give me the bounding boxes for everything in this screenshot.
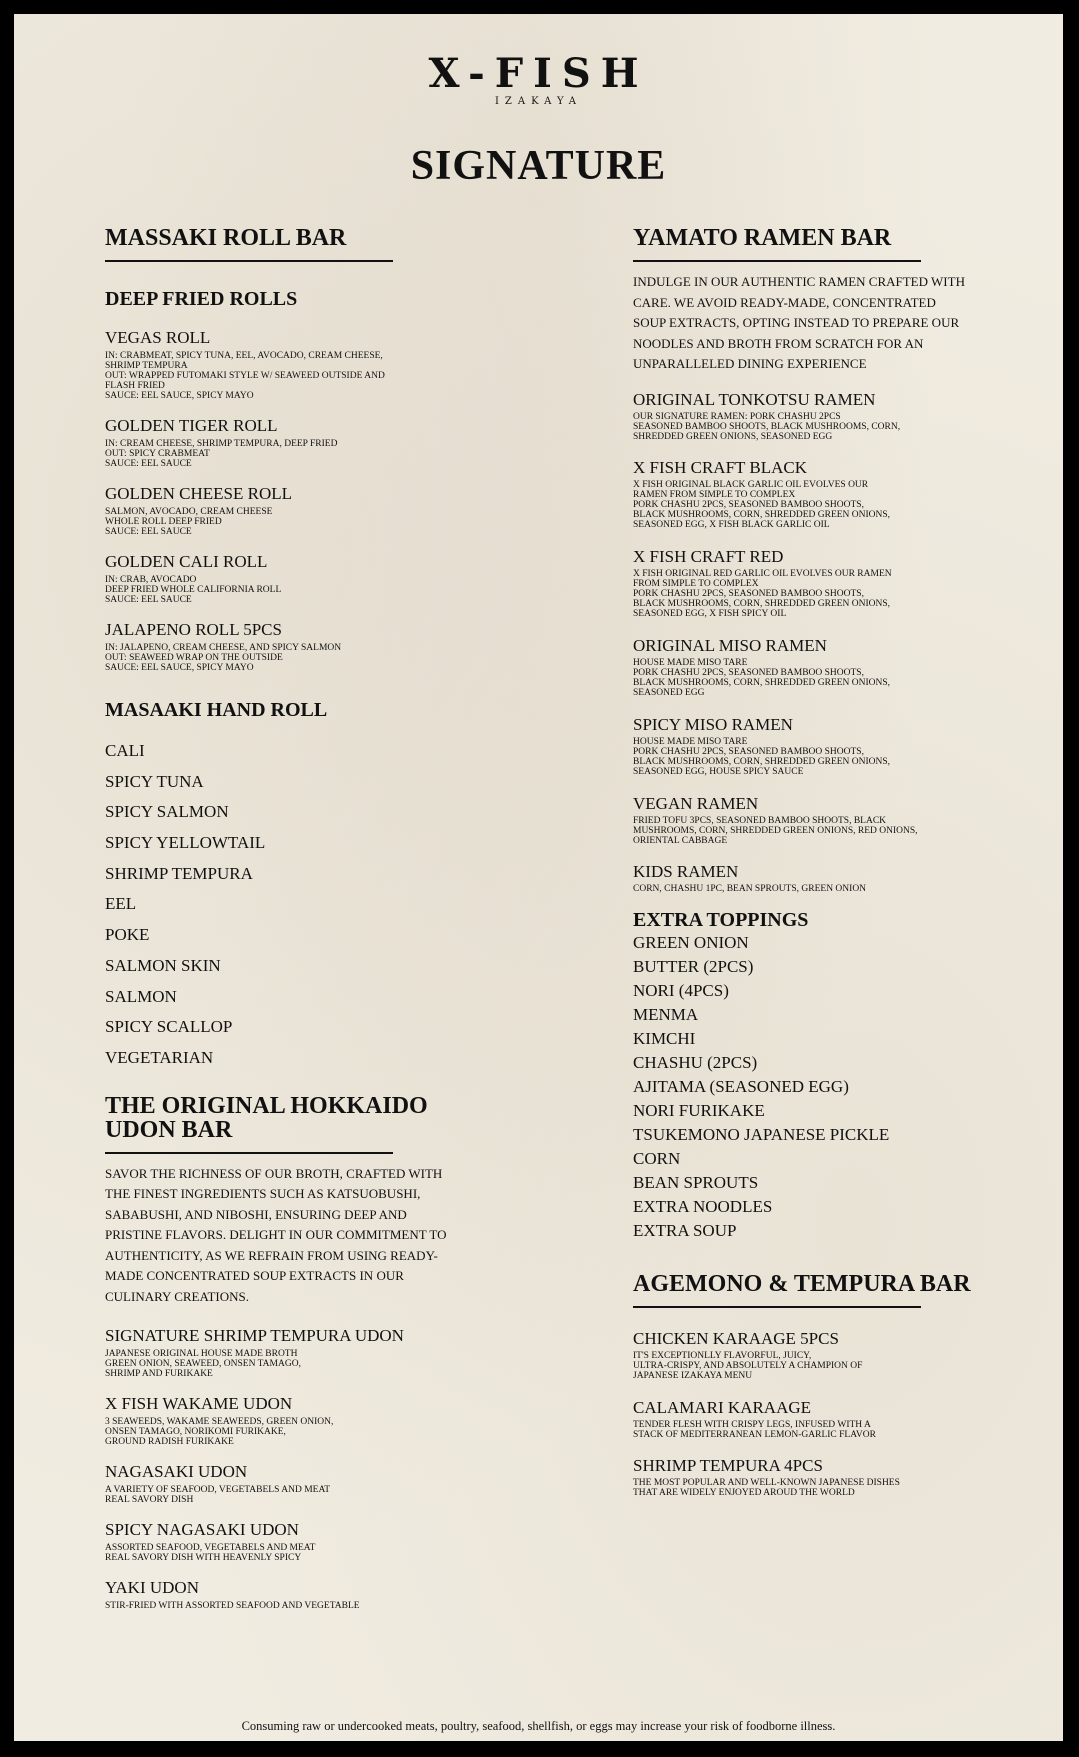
menu-item xyxy=(105,329,505,417)
list-item: CORN xyxy=(633,1148,681,1168)
hand-roll-title: MASAAKI HAND ROLL xyxy=(105,699,328,721)
roll-bar-section xyxy=(105,226,505,1080)
item-desc: IN: CRABMEAT, SPICY TUNA, EEL, AVOCADO, CREAM CHEESE, SHRIMP TEMPURA OUT: WRAPPED FUTOMAKI STYLE W/ SEAWEED OUTSIDE AND FLASH FRIED SAUCE: EEL SAUCE, SPICY MAYO xyxy=(105,350,385,401)
item-desc: THE MOST POPULAR AND WELL-KNOWN JAPANESE DISHES THAT ARE WIDELY ENJOYED AROUD THE WORLD xyxy=(633,1478,900,1499)
divider xyxy=(633,260,921,262)
menu-item xyxy=(633,391,1033,459)
menu-item xyxy=(633,459,1033,548)
item-name: VEGAS ROLL xyxy=(105,328,211,347)
menu-item xyxy=(633,716,1033,795)
list-item: CALI xyxy=(105,741,145,760)
agemono-list xyxy=(633,1330,1033,1507)
ramen-intro: INDULGE IN OUR AUTHENTIC RAMEN CRAFTED WITH CARE. WE AVOID READY-MADE, CONCENTRATED SOUP EXTRACTS, OPTING INSTEAD TO PREPARE OUR NOODLES AND BROTH FROM SCRATCH FOR AN UNPARALLELED DINING EXPERIENCE xyxy=(633,274,965,371)
hand-roll-list xyxy=(105,742,505,1080)
item-desc: SALMON, AVOCADO, CREAM CHEESE WHOLE ROLL DEEP FRIED SAUCE: EEL SAUCE xyxy=(105,506,273,537)
agemono-title: AGEMONO & TEMPURA BAR xyxy=(633,1270,971,1297)
menu-item xyxy=(633,548,1033,637)
list-item: SPICY YELLOWTAIL xyxy=(105,833,266,853)
menu-item xyxy=(105,1395,505,1463)
list-item: BUTTER (2PCS) xyxy=(633,956,754,976)
list-item: NORI FURIKAKE xyxy=(633,1100,765,1120)
list-item: EEL xyxy=(105,894,137,914)
item-name: KIDS RAMEN xyxy=(633,861,739,881)
menu-item xyxy=(105,621,505,691)
list-item: AJITAMA (SEASONED EGG) xyxy=(633,1076,849,1096)
left-column xyxy=(105,226,505,1619)
menu-item xyxy=(105,1327,505,1395)
list-item: SPICY SCALLOP xyxy=(105,1017,233,1037)
agemono-section xyxy=(633,1272,1033,1507)
item-name: GOLDEN TIGER ROLL xyxy=(105,416,278,435)
toppings-title: EXTRA TOPPINGS xyxy=(633,908,809,931)
item-name: CALAMARI KARAAGE xyxy=(633,1397,812,1417)
list-item: SALMON SKIN xyxy=(105,955,221,975)
item-desc: ASSORTED SEAFOOD, VEGETABELS AND MEAT REAL SAVORY DISH WITH HEAVENLY SPICY xyxy=(105,1542,316,1563)
deep-fried-title: DEEP FRIED ROLLS xyxy=(105,288,298,310)
list-item: TSUKEMONO JAPANESE PICKLE xyxy=(633,1124,890,1144)
list-item: NORI (4PCS) xyxy=(633,980,729,1000)
udon-bar-section xyxy=(105,1094,505,1620)
item-desc: HOUSE MADE MISO TARE PORK CHASHU 2PCS, SEASONED BAMBOO SHOOTS, BLACK MUSHROOMS, CORN, SHREDDED GREEN ONIONS, SEASONED EGG, HOUSE SPICY SAUCE xyxy=(633,737,891,778)
menu-item xyxy=(633,1457,1033,1507)
list-item: CHASHU (2PCS) xyxy=(633,1052,758,1072)
item-desc: IN: JALAPENO, CREAM CHEESE, AND SPICY SALMON OUT: SEAWEED WRAP ON THE OUTSIDE SAUCE: EEL SAUCE, SPICY MAYO xyxy=(105,642,342,673)
menu-item xyxy=(105,1463,505,1521)
page-title: SIGNATURE xyxy=(410,143,667,189)
list-item: MENMA xyxy=(633,1004,699,1024)
item-name: CHICKEN KARAAGE 5PCS xyxy=(633,1328,839,1348)
udon-bar-title: THE ORIGINAL HOKKAIDO UDON BAR xyxy=(105,1092,428,1143)
item-name: X FISH CRAFT BLACK xyxy=(633,457,807,477)
toppings-section xyxy=(633,909,1033,1246)
item-desc: FRIED TOFU 3PCS, SEASONED BAMBOO SHOOTS, BLACK MUSHROOMS, CORN, SHREDDED GREEN ONIONS, RED ONIONS, ORIENTAL CABBAGE xyxy=(633,816,918,847)
right-column xyxy=(633,226,1033,1507)
list-item: POKE xyxy=(105,925,150,945)
item-name: SIGNATURE SHRIMP TEMPURA UDON xyxy=(105,1326,404,1346)
list-item: EXTRA NOODLES xyxy=(633,1196,773,1216)
ramen-bar-section xyxy=(633,226,1033,909)
item-name: ORIGINAL MISO RAMEN xyxy=(633,635,827,655)
list-item: KIMCHI xyxy=(633,1028,696,1048)
list-item: SALMON xyxy=(105,986,177,1006)
item-desc: A VARIETY OF SEAFOOD, VEGETABELS AND MEAT REAL SAVORY DISH xyxy=(105,1484,331,1505)
item-name: X FISH CRAFT RED xyxy=(633,546,784,566)
toppings-list xyxy=(633,934,1033,1246)
item-desc: X FISH ORIGINAL RED GARLIC OIL EVOLVES OUR RAMEN FROM SIMPLE TO COMPLEX PORK CHASHU 2PCS, SEASONED BAMBOO SHOOTS, BLACK MUSHROOMS, CORN, SHREDDED GREEN ONIONS, SEASONED EGG, X FISH SPICY OIL xyxy=(633,569,892,620)
logo-subtitle: IZAKAYA xyxy=(494,96,583,107)
item-desc: IN: CREAM CHEESE, SHRIMP TEMPURA, DEEP FRIED OUT: SPICY CRABMEAT SAUCE: EEL SAUCE xyxy=(105,438,338,469)
item-desc: HOUSE MADE MISO TARE PORK CHASHU 2PCS, SEASONED BAMBOO SHOOTS, BLACK MUSHROOMS, CORN, SHREDDED GREEN ONIONS, SEASONED EGG xyxy=(633,658,891,699)
menu-item xyxy=(105,553,505,621)
item-desc: TENDER FLESH WITH CRISPY LEGS, INFUSED WITH A STACK OF MEDITERRANEAN LEMON-GARLIC FLAVOR xyxy=(633,1420,876,1441)
list-item: VEGETARIAN xyxy=(105,1047,214,1067)
menu-item xyxy=(633,1330,1033,1399)
menu-item xyxy=(633,863,1033,909)
item-name: GOLDEN CHEESE ROLL xyxy=(105,484,292,503)
menu-item xyxy=(633,637,1033,716)
udon-intro: SAVOR THE RICHNESS OF OUR BROTH, CRAFTED WITH THE FINEST INGREDIENTS SUCH AS KATSUOBUSHI, SABABUSHI, AND NIBOSHI, ENSURING DEEP AND PRISTINE FLAVORS. DELIGHT IN OUR COMMITMENT TO AUTHENTICITY, AS WE REFRAIN FROM USING READY- MADE CONCENTRATED SOUP EXTRACTS IN OUR CULINARY CREATIONS. xyxy=(105,1165,447,1304)
divider xyxy=(105,260,393,262)
ramen-list xyxy=(633,391,1033,909)
list-item: GREEN ONION xyxy=(633,932,749,952)
menu-item xyxy=(633,795,1033,863)
item-desc: STIR-FRIED WITH ASSORTED SEAFOOD AND VEGETABLE xyxy=(105,1600,360,1611)
item-name: ORIGINAL TONKOTSU RAMEN xyxy=(633,389,876,409)
menu-page xyxy=(14,14,1063,1741)
item-desc: IT'S EXCEPTIONLLY FLAVORFUL, JUICY, ULTRA-CRISPY, AND ABSOLUTELY A CHAMPION OF JAPANESE IZAKAYA MENU xyxy=(633,1351,863,1382)
roll-bar-title: MASSAKI ROLL BAR xyxy=(105,225,347,251)
item-desc: JAPANESE ORIGINAL HOUSE MADE BROTH GREEN ONION, SEAWEED, ONSEN TAMAGO, SHRIMP AND FURIKAKE xyxy=(105,1348,301,1379)
divider xyxy=(105,1152,393,1154)
item-name: VEGAN RAMEN xyxy=(633,793,759,813)
item-desc: CORN, CHASHU 1PC, BEAN SPROUTS, GREEN ONION xyxy=(633,884,867,895)
list-item: EXTRA SOUP xyxy=(633,1220,737,1240)
menu-item xyxy=(633,1399,1033,1457)
menu-item xyxy=(105,1579,505,1619)
udon-list xyxy=(105,1327,505,1619)
item-name: X FISH WAKAME UDON xyxy=(105,1394,293,1414)
logo-mark: X-FISH xyxy=(428,50,649,97)
item-desc: IN: CRAB, AVOCADO DEEP FRIED WHOLE CALIFORNIA ROLL SAUCE: EEL SAUCE xyxy=(105,574,282,605)
item-name: SPICY MISO RAMEN xyxy=(633,714,793,734)
menu-item xyxy=(105,417,505,485)
item-name: SPICY NAGASAKI UDON xyxy=(105,1520,299,1540)
item-name: NAGASAKI UDON xyxy=(105,1462,248,1482)
footer-disclaimer: Consuming raw or undercooked meats, poultry, seafood, shellfish, or eggs may increase your risk of foodborne illness. xyxy=(241,1719,836,1733)
list-item: BEAN SPROUTS xyxy=(633,1172,759,1192)
divider xyxy=(633,1306,921,1308)
item-name: SHRIMP TEMPURA 4PCS xyxy=(633,1455,823,1475)
menu-item xyxy=(105,1521,505,1579)
item-name: YAKI UDON xyxy=(105,1578,199,1598)
item-name: JALAPENO ROLL 5PCS xyxy=(105,620,282,639)
logo xyxy=(14,50,1063,107)
deep-fried-list xyxy=(105,329,505,691)
list-item: SPICY SALMON xyxy=(105,802,229,822)
item-name: GOLDEN CALI ROLL xyxy=(105,552,268,571)
item-desc: X FISH ORIGINAL BLACK GARLIC OIL EVOLVES OUR RAMEN FROM SIMPLE TO COMPLEX PORK CHASHU 2PCS, SEASONED BAMBOO SHOOTS, BLACK MUSHROOMS, CORN, SHREDDED GREEN ONIONS, SEASONED EGG, X FISH BLACK GARLIC OIL xyxy=(633,480,891,531)
list-item: SHRIMP TEMPURA xyxy=(105,863,253,883)
item-desc: 3 SEAWEEDS, WAKAME SEAWEEDS, GREEN ONION, ONSEN TAMAGO, NORIKOMI FURIKAKE, GROUND RADISH FURIKAKE xyxy=(105,1416,334,1447)
item-desc: OUR SIGNATURE RAMEN: PORK CHASHU 2PCS SEASONED BAMBOO SHOOTS, BLACK MUSHROOMS, CORN, SHREDDED GREEN ONIONS, SEASONED EGG xyxy=(633,412,901,443)
menu-item xyxy=(105,485,505,553)
ramen-bar-title: YAMATO RAMEN BAR xyxy=(633,225,892,251)
list-item: SPICY TUNA xyxy=(105,771,204,791)
